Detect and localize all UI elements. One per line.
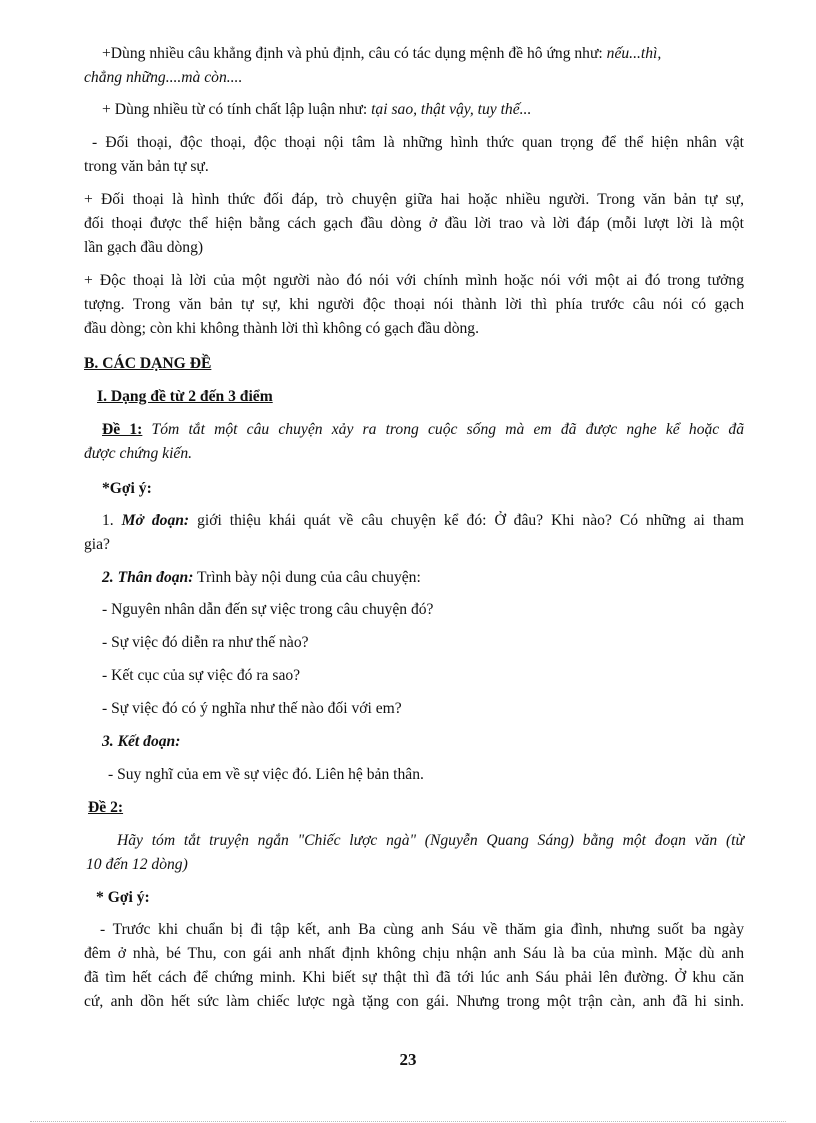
- page-number: 23: [399, 1050, 417, 1069]
- paragraph-line: đêm ở nhà, bé Thu, con gái anh nhất định không chịu nhận anh Sáu là ba của mình. Mặc dù anh: [84, 945, 744, 962]
- question-line: 10 đến 12 dòng): [86, 856, 188, 873]
- paragraph-line: - Đối thoại, độc thoại, độc thoại nội tâm là những hình thức quan trọng để thể hiện nhân vật: [92, 134, 744, 151]
- paragraph-line: 2. Thân đoạn: Trình bày nội dung của câu chuyện:: [102, 569, 421, 586]
- paragraph-line: + Dùng nhiều từ có tính chất lập luận như: tại sao, thật vậy, tuy thế...: [102, 101, 532, 118]
- hint-label: * Gợi ý:: [96, 889, 150, 906]
- paragraph-heading: 3. Kết đoạn:: [102, 733, 181, 750]
- list-item: - Sự việc đó diễn ra như thế nào?: [102, 634, 309, 651]
- list-item: - Kết cục của sự việc đó ra sao?: [102, 667, 301, 684]
- paragraph-line: chẳng những....mà còn....: [84, 69, 243, 86]
- page-border: [30, 1121, 786, 1122]
- question-line: được chứng kiến.: [84, 445, 193, 462]
- list-item: - Nguyên nhân dẫn đến sự việc trong câu chuyện đó?: [102, 601, 434, 618]
- subsection-heading: I. Dạng đề từ 2 đến 3 điểm: [97, 388, 273, 405]
- paragraph-line: đầu dòng; còn khi không thành lời thì không có gạch đầu dòng.: [84, 320, 479, 337]
- paragraph-line: cứ, anh dồn hết sức làm chiếc lược ngà tặng con gái. Nhưng trong một trận càn, anh đã hi sinh.: [84, 993, 744, 1010]
- paragraph-line: đã tìm hết cách để chứng minh. Khi biết sự thật thì đã tới lúc anh Sáu phải lên đường. Ở khu căn: [84, 969, 744, 986]
- question-line: Đề 1: Tóm tắt một câu chuyện xảy ra trong cuộc sống mà em đã được nghe kể hoặc đã: [102, 421, 744, 438]
- paragraph-line: gia?: [84, 536, 110, 553]
- section-heading: B. CÁC DẠNG ĐỀ: [84, 355, 212, 372]
- paragraph-line: + Đối thoại là hình thức đối đáp, trò chuyện giữa hai hoặc nhiều người. Trong văn bản tự sự,: [84, 191, 744, 208]
- paragraph-line: trong văn bản tự sự.: [84, 158, 209, 175]
- paragraph-line: - Trước khi chuẩn bị đi tập kết, anh Ba cùng anh Sáu về thăm gia đình, nhưng suốt ba ngày: [100, 921, 744, 938]
- question-label: Đề 2:: [88, 799, 124, 816]
- list-item: - Sự việc đó có ý nghĩa như thế nào đối với em?: [102, 700, 402, 717]
- hint-label: *Gợi ý:: [102, 480, 152, 497]
- paragraph-line: 1. Mở đoạn: giới thiệu khái quát về câu chuyện kể đó: Ở đâu? Khi nào? Có những ai tham: [102, 512, 745, 529]
- paragraph-line: lần gạch đầu dòng): [84, 239, 204, 256]
- paragraph-line: đối thoại được thể hiện bằng cách gạch đầu dòng ở đầu lời trao và lời đáp (mỗi lượt lời là một: [84, 215, 744, 232]
- list-item: - Suy nghĩ của em về sự việc đó. Liên hệ bản thân.: [108, 766, 424, 783]
- paragraph-line: + Độc thoại là lời của một người nào đó nói với chính mình hoặc nói với một ai đó trong tưởng: [84, 272, 744, 289]
- paragraph-line: +Dùng nhiều câu khẳng định và phủ định, câu có tác dụng mệnh đề hô ứng như: nếu...thì,: [102, 45, 662, 62]
- paragraph-line: tượng. Trong văn bản tự sự, khi người độc thoại nói thành lời thì phía trước câu nói có gạch: [84, 296, 744, 313]
- question-line: Hãy tóm tắt truyện ngắn "Chiếc lược ngà" (Nguyễn Quang Sáng) bằng một đoạn văn (từ: [117, 832, 744, 849]
